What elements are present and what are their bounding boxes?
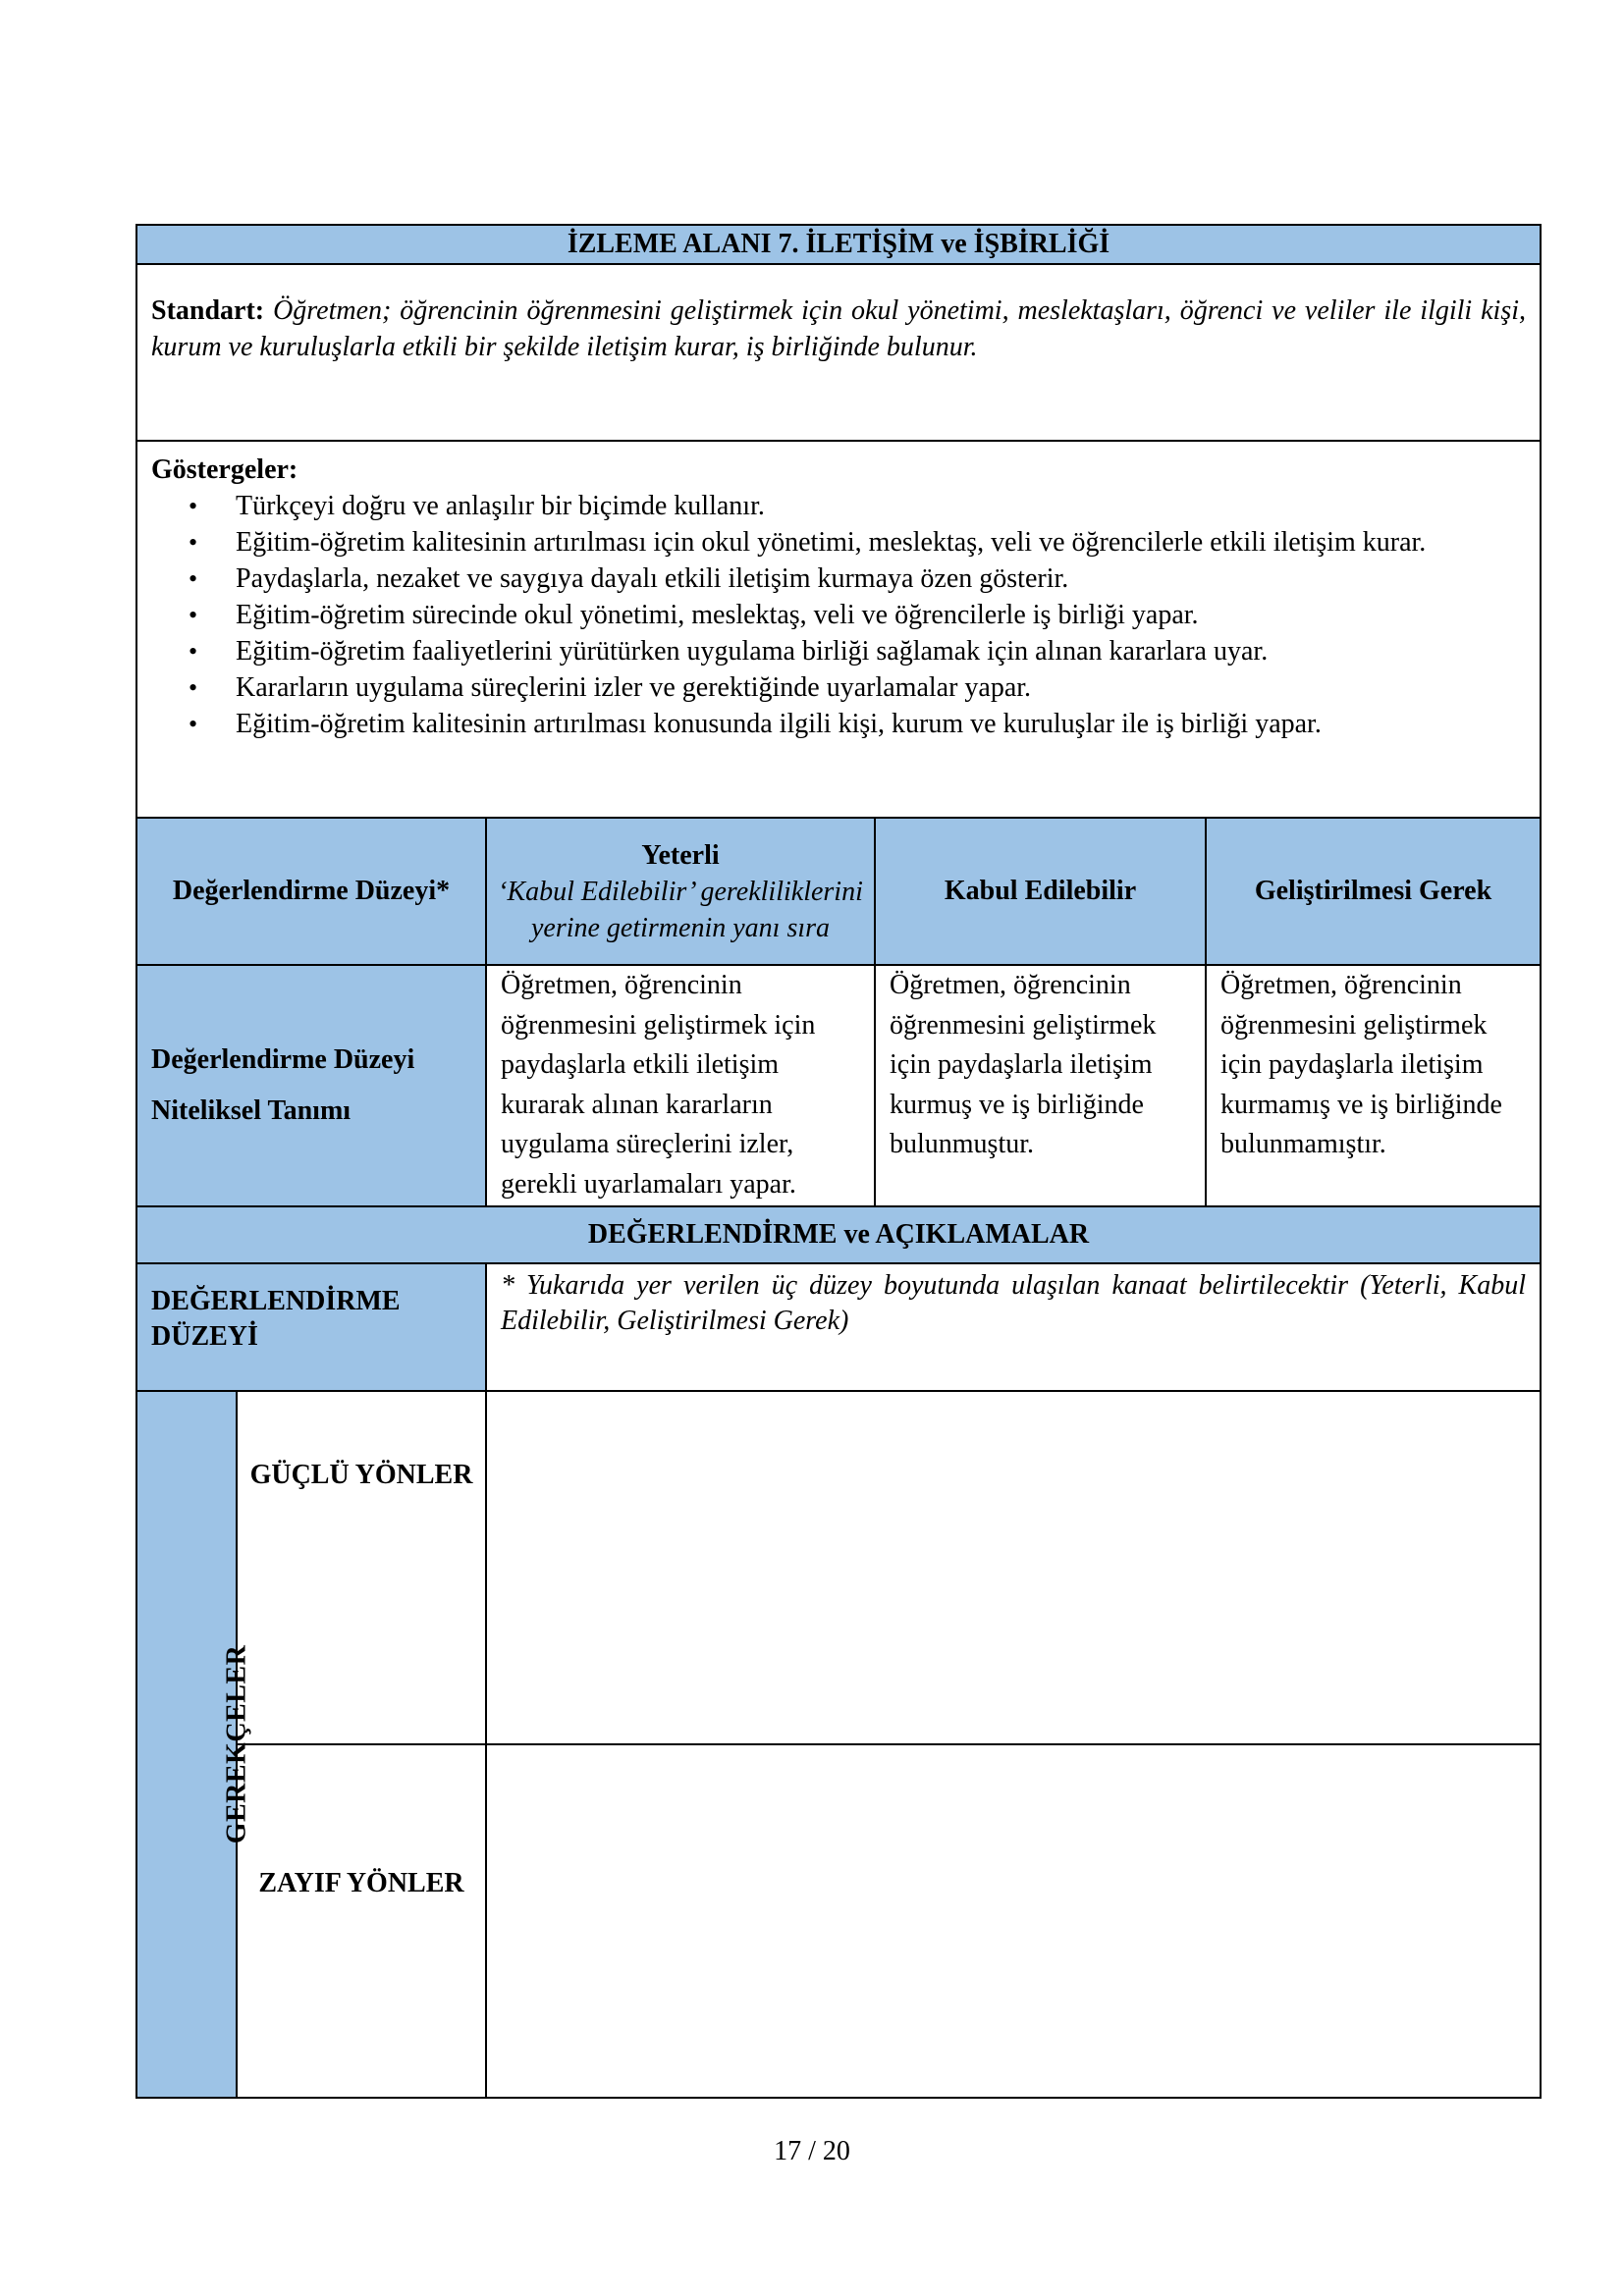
levels-header-label — [136, 818, 486, 965]
indicator-item: • Türkçeyi doğru ve anlaşılır bir biçimde kullanır. — [236, 488, 1526, 524]
standard-label: Standart: — [151, 295, 265, 326]
form-title-text: İZLEME ALANI 7. İLETİŞİM ve İŞBİRLİĞİ — [567, 229, 1110, 259]
level-yeterli-header — [486, 818, 875, 965]
form-table — [135, 224, 1542, 2099]
level-kabul-header — [875, 818, 1206, 965]
levels-header-row — [136, 818, 1541, 965]
level-yeterli-subtitle: ‘Kabul Edilebilir’ gerekliliklerini yerine getirmenin yanı sıra — [498, 876, 863, 943]
standard-text: Öğretmen; öğrencinin öğrenmesini geliştirmek için okul yönetimi, meslektaşları, öğrenci ve veliler ile ilgili kişi, kurum ve kuruluşlarla etkili bir şekilde iletişim kurar, iş birliğinde bulunur. — [151, 295, 1527, 362]
level-gelistirilmesi-title: Geliştirilmesi Gerek — [1254, 876, 1492, 906]
standard-section — [136, 264, 1541, 441]
evaluation-level-label: DEĞERLENDİRME DÜZEYİ — [136, 1263, 486, 1391]
indicator-item: • Eğitim-öğretim faaliyetlerini yürütürken uygulama birliği sağlamak için alınan kararlara uyar. — [236, 633, 1526, 669]
indicator-item: • Eğitim-öğretim kalitesinin artırılması konusunda ilgili kişi, kurum ve kuruluşlar ile iş birliği yapar. — [236, 706, 1526, 742]
indicators-section — [136, 441, 1541, 818]
indicator-item: • Paydaşlarla, nezaket ve saygıya dayalı etkili iletişim kurmaya özen gösterir. — [236, 561, 1526, 597]
weaknesses-label: ZAYIF YÖNLER — [237, 1744, 486, 2098]
form-title — [136, 225, 1541, 264]
levels-description-label-line2: Niteliksel Tanımı — [151, 1095, 352, 1126]
level-yeterli-title: Yeterli — [641, 839, 720, 871]
evaluation-section-title-text: DEĞERLENDİRME ve AÇIKLAMALAR — [587, 1219, 1090, 1250]
indicator-item: • Eğitim-öğretim kalitesinin artırılması için okul yönetimi, meslektaş, veli ve öğrencilerle etkili iletişim kurar. — [236, 524, 1526, 561]
level-gelistirilmesi-header — [1206, 818, 1541, 965]
level-gelistirilmesi-description: Öğretmen, öğrencinin öğrenmesini geliştirmek için paydaşlarla iletişim kurmamış ve iş birliğinde bulunmamıştır. — [1206, 965, 1541, 1206]
evaluation-form — [135, 224, 1540, 2099]
strengths-field[interactable] — [486, 1391, 1541, 1744]
strengths-label: GÜÇLÜ YÖNLER — [237, 1391, 486, 1744]
levels-header-label-text: Değerlendirme Düzeyi* — [172, 876, 451, 906]
indicators-label: Göstergeler: — [151, 454, 298, 485]
evaluation-section-title — [136, 1206, 1541, 1263]
evaluation-level-field[interactable] — [486, 1263, 1541, 1391]
evaluation-level-note: * Yukarıda yer verilen üç düzey boyutunda ulaşılan kanaat belirtilecektir (Yeterli, Kabul Edilebilir, Geliştirilmesi Gerek) — [501, 1270, 1526, 1336]
weaknesses-field[interactable] — [486, 1744, 1541, 2098]
reasons-label-cell — [136, 1391, 252, 2098]
levels-description-row — [136, 965, 1541, 1206]
page-number: 17 / 20 — [774, 2136, 850, 2166]
reasons-label: GEREKÇELER — [221, 1644, 252, 1844]
level-kabul-description: Öğretmen, öğrencinin öğrenmesini geliştirmek için paydaşlarla iletişim kurmuş ve iş birliğinde bulunmuştur. — [875, 965, 1206, 1206]
indicator-item: • Kararların uygulama süreçlerini izler ve gerektiğinde uyarlamalar yapar. — [236, 669, 1526, 706]
levels-description-label — [136, 965, 486, 1206]
indicators-list — [151, 488, 1526, 742]
indicator-item: • Eğitim-öğretim sürecinde okul yönetimi, meslektaş, veli ve öğrencilerle iş birliği yapar. — [236, 597, 1526, 633]
levels-description-label-line1: Değerlendirme Düzeyi — [151, 1044, 415, 1075]
level-kabul-title: Kabul Edilebilir — [944, 876, 1137, 906]
level-yeterli-description: Öğretmen, öğrencinin öğrenmesini geliştirmek için paydaşlarla etkili iletişim kurarak alınan kararların uygulama süreçlerini izler, gerekli uyarlamaları yapar. — [486, 965, 875, 1206]
